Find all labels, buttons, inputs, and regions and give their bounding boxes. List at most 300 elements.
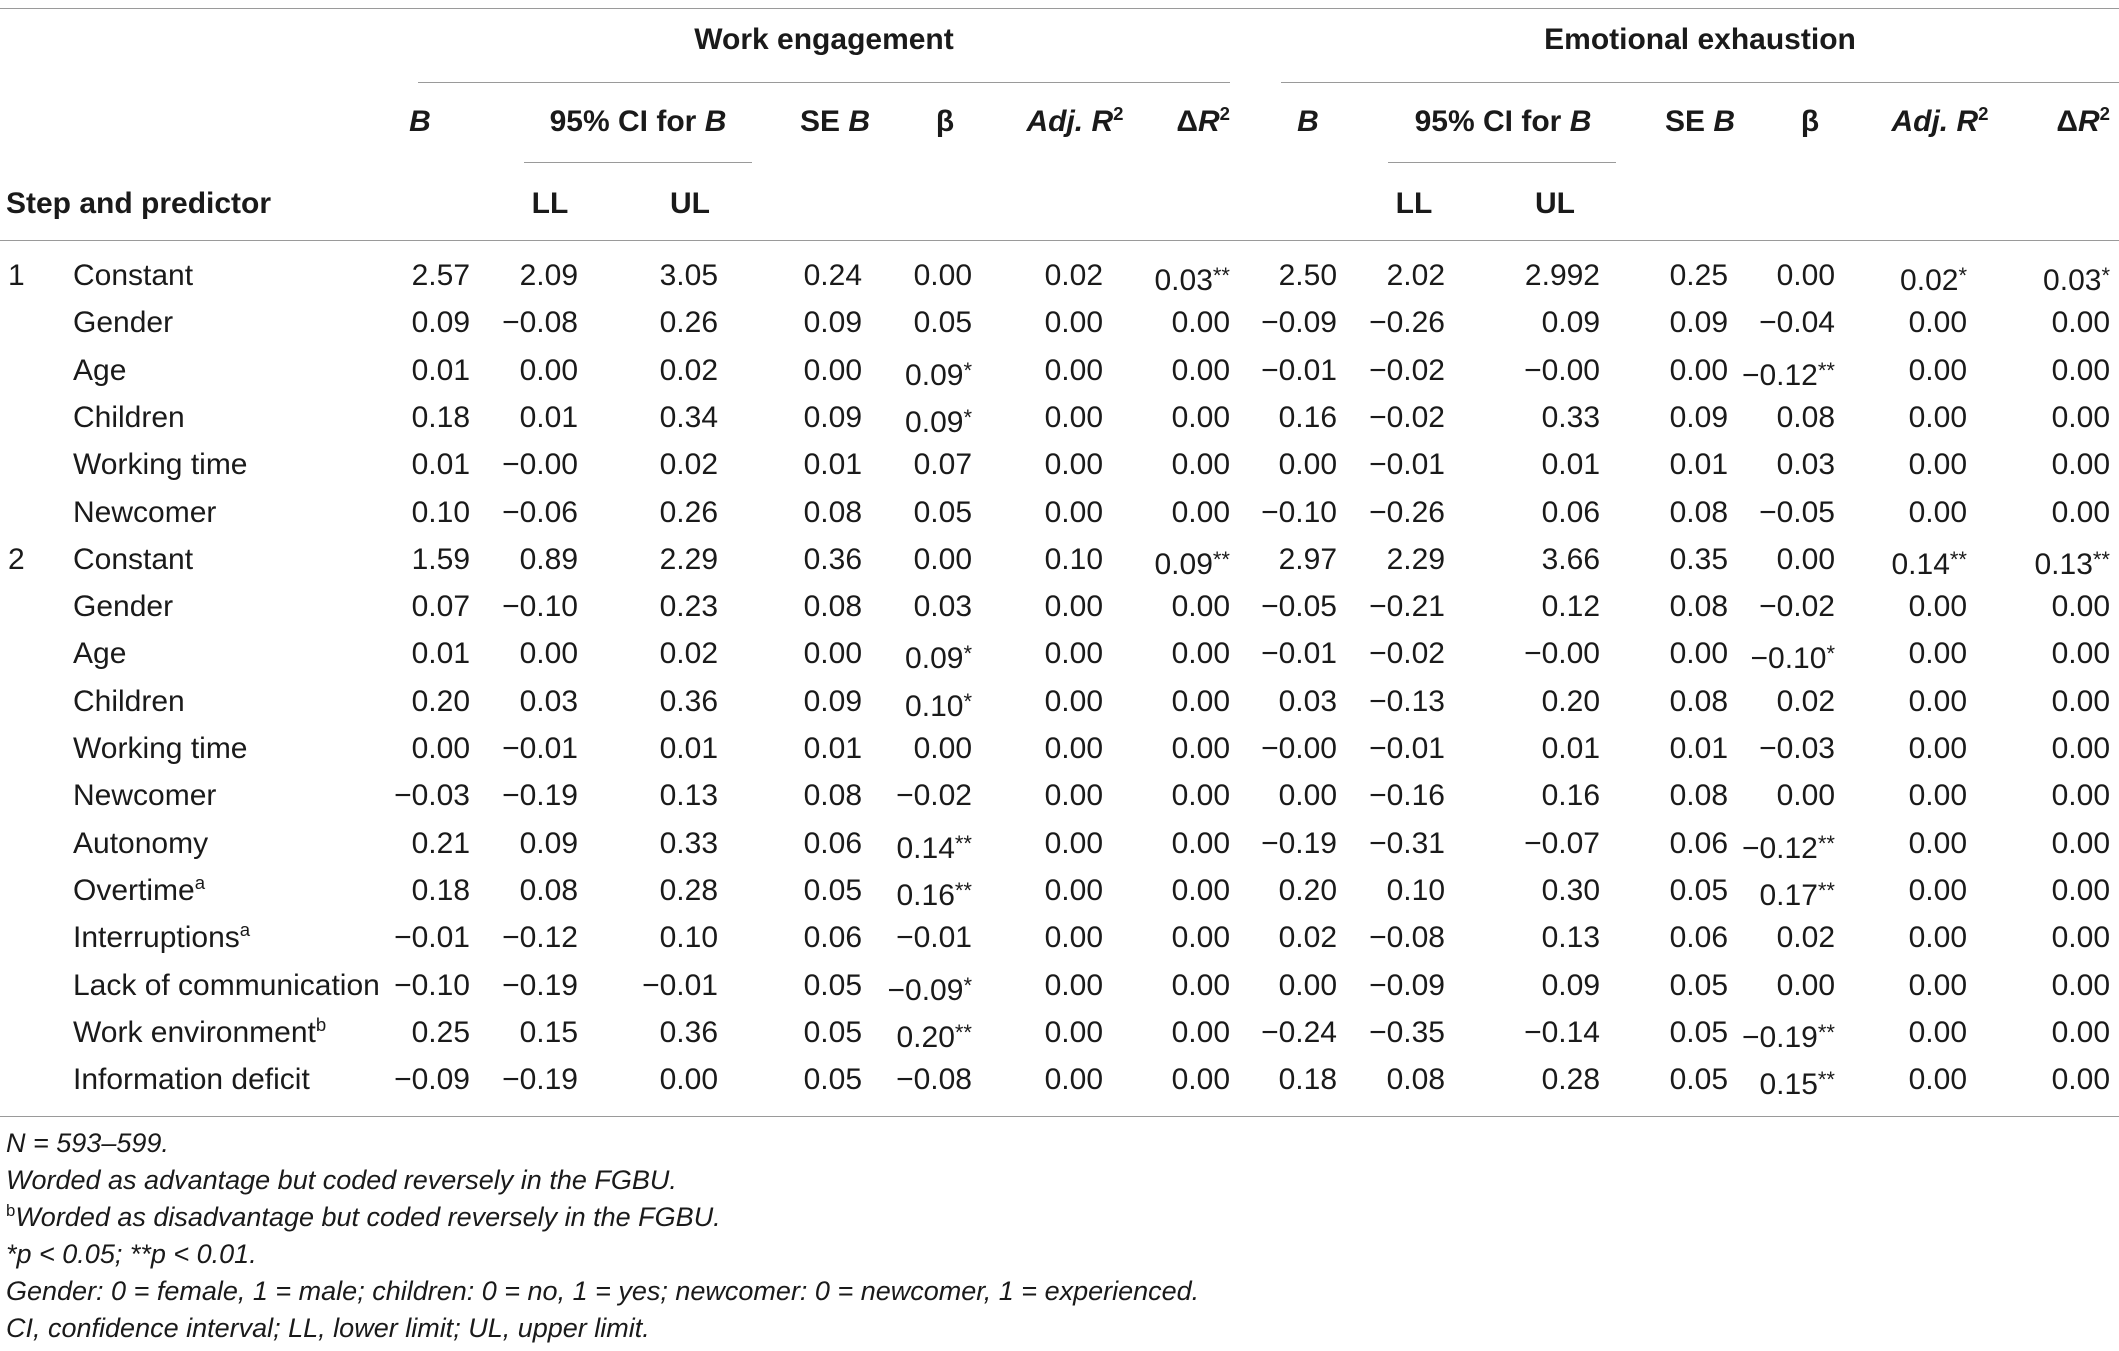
we-adj-r2-cell: 0.00 (1044, 495, 1103, 529)
we-ll-cell: 0.89 (519, 542, 578, 576)
ee-ul-cell: −0.14 (1524, 1015, 1600, 1049)
predictor-cell: Children (73, 684, 185, 718)
ee-se-b-cell: 0.00 (1669, 637, 1728, 671)
we-se-b-cell: 0.01 (803, 448, 862, 482)
ll-header: LL (531, 187, 569, 220)
ee-beta-cell: 0.08 (1776, 400, 1835, 434)
we-b-cell: 1.59 (411, 542, 470, 576)
ee-beta-cell: −0.04 (1759, 306, 1835, 340)
table-row (0, 772, 2119, 819)
we-adj-r2-cell: 0.02 (1044, 259, 1103, 292)
ee-adj-r2-cell: 0.00 (1908, 306, 1967, 340)
we-b-cell: −0.09 (394, 1063, 470, 1097)
ee-ll-cell: −0.01 (1369, 448, 1445, 482)
ee-b-cell: −0.01 (1261, 637, 1337, 671)
we-adj-r2-cell: 0.00 (1044, 1015, 1103, 1049)
note-abbreviations: CI, confidence interval; LL, lower limit; UL, upper limit. (6, 1313, 650, 1343)
predictor-cell: Newcomer (73, 495, 217, 529)
ee-delta-r2-cell: 0.00 (2051, 590, 2110, 624)
ee-b-cell: 0.18 (1278, 1063, 1337, 1097)
ee-beta-cell: −0.10* (1750, 641, 1835, 676)
we-adj-r2-cell: 0.00 (1044, 1063, 1103, 1097)
we-adj-r2-cell: 0.00 (1044, 921, 1103, 955)
top-rule (0, 8, 2119, 9)
ee-b-cell: 0.16 (1278, 400, 1337, 434)
ee-se-b-cell: 0.05 (1669, 1015, 1728, 1049)
ee-se-b-cell: 0.08 (1669, 495, 1728, 529)
ee-ll-cell: −0.16 (1369, 779, 1445, 813)
ee-se-b-cell: 0.06 (1669, 921, 1728, 955)
ee-b-cell: 0.02 (1278, 921, 1337, 955)
ee-ul-cell: 0.01 (1541, 448, 1600, 482)
ee-ll-cell: 2.02 (1386, 259, 1445, 292)
ee-adj-r2-cell: 0.00 (1908, 1063, 1967, 1097)
ee-delta-r2-cell: 0.00 (2051, 968, 2110, 1002)
ee-ul-cell: 0.28 (1541, 1063, 1600, 1097)
we-b-cell: 0.01 (411, 448, 470, 482)
predictor-cell: Working time (73, 732, 248, 765)
we-ll-cell: 0.03 (519, 684, 578, 718)
we-se-b-cell: 0.24 (803, 259, 862, 292)
ee-beta-cell: −0.19** (1741, 1019, 1835, 1054)
we-b-cell: 0.09 (411, 306, 470, 340)
we-se-b-cell: 0.05 (803, 1063, 862, 1097)
we-delta-r2-cell: 0.00 (1171, 1015, 1230, 1049)
predictor-cell: Overtime$^a$ (73, 871, 206, 907)
ee-b-cell: −0.19 (1261, 826, 1337, 860)
ll-header-ee: LL (1395, 187, 1433, 220)
table-row (0, 962, 2119, 1009)
we-se-b-cell: 0.09 (803, 400, 862, 434)
ee-se-b-cell: 0.25 (1669, 259, 1728, 292)
predictor-cell: Gender (73, 306, 174, 340)
ee-se-b-cell: 0.06 (1669, 826, 1728, 860)
we-adj-r2-cell: 0.00 (1044, 590, 1103, 624)
we-ll-cell: −0.19 (502, 779, 578, 813)
we-b-cell: −0.03 (394, 779, 470, 813)
predictor-cell: Children (73, 400, 185, 434)
we-beta-cell: 0.09* (905, 404, 972, 439)
we-ll-cell: −0.19 (502, 968, 578, 1002)
we-ul-cell: 0.00 (659, 1063, 718, 1097)
we-delta-r2-cell: 0.00 (1171, 684, 1230, 718)
ee-adj-r2-cell: 0.00 (1908, 353, 1967, 387)
col-header-adj-r2-ee: Adj. $R^2$ (1891, 103, 1989, 138)
we-adj-r2-cell: 0.00 (1044, 826, 1103, 860)
we-b-cell: −0.01 (394, 921, 470, 955)
we-ul-cell: 2.29 (659, 542, 718, 576)
ee-se-b-cell: 0.01 (1669, 732, 1728, 765)
we-beta-cell: 0.16** (896, 877, 972, 912)
ee-adj-r2-cell: 0.00 (1908, 495, 1967, 529)
col-header-se-b-ee: SE B (1664, 105, 1736, 138)
ee-ul-cell: −0.00 (1524, 353, 1600, 387)
we-se-b-cell: 0.05 (803, 873, 862, 907)
we-b-cell: 0.18 (411, 400, 470, 434)
ee-ul-cell: 3.66 (1541, 542, 1600, 576)
we-ul-cell: 0.23 (659, 590, 718, 624)
ee-ll-cell: −0.01 (1369, 732, 1445, 765)
ee-ll-cell: −0.02 (1369, 353, 1445, 387)
we-beta-cell: −0.09* (887, 972, 972, 1007)
we-ul-cell: 0.02 (659, 353, 718, 387)
table-row (0, 1056, 2119, 1103)
ee-beta-cell: −0.02 (1759, 590, 1835, 624)
ee-beta-cell: −0.03 (1759, 732, 1835, 765)
ee-ll-cell: −0.09 (1369, 968, 1445, 1002)
we-ul-cell: 0.26 (659, 495, 718, 529)
we-delta-r2-cell: 0.00 (1171, 448, 1230, 482)
ee-se-b-cell: 0.05 (1669, 1063, 1728, 1097)
ee-ll-cell: −0.08 (1369, 921, 1445, 955)
ee-ul-cell: 0.06 (1541, 495, 1600, 529)
col-header-se-b: SE B (799, 105, 871, 138)
ee-ul-cell: 0.30 (1541, 873, 1600, 907)
we-se-b-cell: 0.00 (803, 637, 862, 671)
we-delta-r2-cell: 0.00 (1171, 779, 1230, 813)
we-delta-r2-cell: 0.00 (1171, 306, 1230, 340)
ee-ll-cell: −0.02 (1369, 637, 1445, 671)
ee-ll-cell: −0.26 (1369, 495, 1445, 529)
we-se-b-cell: 0.36 (803, 542, 862, 576)
we-adj-r2-cell: 0.00 (1044, 448, 1103, 482)
ee-adj-r2-cell: 0.00 (1908, 779, 1967, 813)
ee-delta-r2-cell: 0.03* (2043, 263, 2110, 297)
col-header-delta-r2: $\Delta R^2$ (1176, 103, 1230, 138)
predictor-cell: Work environment$^b$ (73, 1013, 327, 1049)
we-se-b-cell: 0.05 (803, 1015, 862, 1049)
ee-se-b-cell: 0.09 (1669, 306, 1728, 340)
table-row (0, 867, 2119, 914)
table-row (0, 536, 2119, 583)
work-engagement-rule (418, 82, 1230, 83)
ee-se-b-cell: 0.08 (1669, 590, 1728, 624)
table-row (0, 725, 2119, 772)
we-ul-cell: −0.01 (642, 968, 718, 1002)
we-adj-r2-cell: 0.00 (1044, 637, 1103, 671)
we-beta-cell: −0.02 (896, 779, 972, 813)
we-delta-r2-cell: 0.03** (1154, 263, 1230, 297)
ee-adj-r2-cell: 0.00 (1908, 826, 1967, 860)
ee-adj-r2-cell: 0.00 (1908, 732, 1967, 765)
we-ul-cell: 0.02 (659, 448, 718, 482)
we-b-cell: 0.00 (411, 732, 470, 765)
step-cell: 1 (8, 259, 25, 292)
we-beta-cell: −0.08 (896, 1063, 972, 1097)
ee-adj-r2-cell: 0.00 (1908, 448, 1967, 482)
ee-delta-r2-cell: 0.00 (2051, 353, 2110, 387)
predictor-cell: Lack of communication (73, 968, 380, 1002)
we-se-b-cell: 0.06 (803, 826, 862, 860)
we-delta-r2-cell: 0.00 (1171, 968, 1230, 1002)
ee-delta-r2-cell: 0.13** (2034, 546, 2110, 581)
step-cell: 2 (8, 542, 25, 576)
ee-delta-r2-cell: 0.00 (2051, 732, 2110, 765)
we-beta-cell: 0.10* (905, 688, 972, 723)
predictor-cell: Gender (73, 590, 174, 624)
ee-se-b-cell: 0.35 (1669, 542, 1728, 576)
ee-se-b-cell: 0.00 (1669, 353, 1728, 387)
ee-delta-r2-cell: 0.00 (2051, 448, 2110, 482)
ee-adj-r2-cell: 0.00 (1908, 968, 1967, 1002)
ee-ll-cell: 2.29 (1386, 542, 1445, 576)
we-delta-r2-cell: 0.00 (1171, 732, 1230, 765)
we-b-cell: 0.10 (411, 495, 470, 529)
we-b-cell: −0.10 (394, 968, 470, 1002)
predictor-cell: Age (73, 637, 127, 671)
we-beta-cell: 0.07 (913, 448, 972, 482)
col-header-beta: β (935, 105, 955, 138)
ee-b-cell: 2.50 (1278, 259, 1337, 292)
ee-beta-cell: −0.12** (1741, 830, 1835, 865)
ee-delta-r2-cell: 0.00 (2051, 921, 2110, 955)
ee-adj-r2-cell: 0.02* (1900, 263, 1967, 297)
group-header-work-engagement: Work engagement (694, 23, 954, 56)
ee-b-cell: 2.97 (1278, 542, 1337, 576)
ee-delta-r2-cell: 0.00 (2051, 306, 2110, 340)
ee-ul-cell: 0.13 (1541, 921, 1600, 955)
we-beta-cell: 0.00 (913, 542, 972, 576)
ee-delta-r2-cell: 0.00 (2051, 684, 2110, 718)
ee-se-b-cell: 0.08 (1669, 779, 1728, 813)
we-delta-r2-cell: 0.00 (1171, 873, 1230, 907)
ee-b-cell: −0.01 (1261, 353, 1337, 387)
we-se-b-cell: 0.09 (803, 306, 862, 340)
we-b-cell: 0.20 (411, 684, 470, 718)
ee-delta-r2-cell: 0.00 (2051, 873, 2110, 907)
we-se-b-cell: 0.08 (803, 779, 862, 813)
ee-delta-r2-cell: 0.00 (2051, 637, 2110, 671)
ee-ll-cell: 0.08 (1386, 1063, 1445, 1097)
we-b-cell: 0.01 (411, 353, 470, 387)
we-adj-r2-cell: 0.00 (1044, 400, 1103, 434)
ee-ul-cell: −0.00 (1524, 637, 1600, 671)
ee-ul-cell: 0.33 (1541, 400, 1600, 434)
we-adj-r2-cell: 0.00 (1044, 873, 1103, 907)
ee-adj-r2-cell: 0.00 (1908, 590, 1967, 624)
ul-header: UL (670, 187, 710, 220)
ee-beta-cell: 0.02 (1776, 921, 1835, 955)
ee-ul-cell: 0.09 (1541, 968, 1600, 1002)
table-row (0, 299, 2119, 346)
we-adj-r2-cell: 0.00 (1044, 306, 1103, 340)
note-p: *p < 0.05; **p < 0.01. (6, 1239, 257, 1269)
ee-delta-r2-cell: 0.00 (2051, 826, 2110, 860)
ee-b-cell: 0.20 (1278, 873, 1337, 907)
ee-b-cell: 0.00 (1278, 779, 1337, 813)
we-se-b-cell: 0.05 (803, 968, 862, 1002)
we-ul-cell: 0.10 (659, 921, 718, 955)
we-ll-cell: 0.09 (519, 826, 578, 860)
ee-delta-r2-cell: 0.00 (2051, 1063, 2110, 1097)
we-adj-r2-cell: 0.00 (1044, 732, 1103, 765)
ee-ul-cell: 2.992 (1524, 259, 1600, 292)
we-beta-cell: 0.00 (913, 259, 972, 292)
ee-ll-cell: −0.26 (1369, 306, 1445, 340)
we-se-b-cell: 0.00 (803, 353, 862, 387)
predictor-cell: Interruptions$^a$ (73, 919, 251, 955)
table-row (0, 1009, 2119, 1056)
ee-beta-cell: −0.12** (1741, 357, 1835, 392)
col-header-beta-ee: β (1800, 105, 1820, 138)
ee-beta-cell: 0.15** (1759, 1067, 1835, 1102)
step-predictor-header: Step and predictor (6, 187, 272, 220)
ee-beta-cell: 0.00 (1776, 968, 1835, 1002)
table-row (0, 394, 2119, 441)
we-beta-cell: 0.00 (913, 732, 972, 765)
we-ul-cell: 0.34 (659, 400, 718, 434)
we-ll-cell: −0.19 (502, 1063, 578, 1097)
ee-adj-r2-cell: 0.00 (1908, 1015, 1967, 1049)
ee-ul-cell: 0.12 (1541, 590, 1600, 624)
ee-b-cell: 0.00 (1278, 448, 1337, 482)
ee-ll-cell: 0.10 (1386, 873, 1445, 907)
table-row (0, 820, 2119, 867)
ee-se-b-cell: 0.09 (1669, 400, 1728, 434)
ee-b-cell: 0.03 (1278, 684, 1337, 718)
we-ll-cell: −0.10 (502, 590, 578, 624)
table-row (0, 347, 2119, 394)
ee-beta-cell: −0.05 (1759, 495, 1835, 529)
we-se-b-cell: 0.08 (803, 590, 862, 624)
table-row (0, 583, 2119, 630)
we-b-cell: 0.18 (411, 873, 470, 907)
note-n: N = 593–599. (6, 1128, 169, 1158)
we-b-cell: 2.57 (411, 259, 470, 292)
ee-ll-cell: −0.21 (1369, 590, 1445, 624)
col-header-b-ee: B (1297, 105, 1319, 138)
ee-se-b-cell: 0.05 (1669, 873, 1728, 907)
we-delta-r2-cell: 0.00 (1171, 637, 1230, 671)
we-delta-r2-cell: 0.00 (1171, 921, 1230, 955)
we-ll-cell: −0.08 (502, 306, 578, 340)
table-row (0, 441, 2119, 488)
predictor-cell: Age (73, 353, 127, 387)
ee-b-cell: 0.00 (1278, 968, 1337, 1002)
we-b-cell: 0.01 (411, 637, 470, 671)
predictor-cell: Information deficit (73, 1063, 310, 1097)
col-header-b: B (409, 105, 431, 138)
we-ll-cell: −0.01 (502, 732, 578, 765)
table-row (0, 678, 2119, 725)
col-header-adj-r2: Adj. $R^2$ (1026, 103, 1124, 138)
we-se-b-cell: 0.01 (803, 732, 862, 765)
we-se-b-cell: 0.08 (803, 495, 862, 529)
we-ll-cell: −0.00 (502, 448, 578, 482)
we-ll-cell: 0.00 (519, 637, 578, 671)
ul-header-ee: UL (1535, 187, 1575, 220)
we-beta-cell: 0.09* (905, 641, 972, 676)
we-ci-rule (524, 162, 752, 163)
ee-adj-r2-cell: 0.00 (1908, 684, 1967, 718)
we-beta-cell: 0.05 (913, 495, 972, 529)
ee-ul-cell: 0.01 (1541, 732, 1600, 765)
group-header-emotional-exhaustion: Emotional exhaustion (1544, 23, 1856, 56)
we-delta-r2-cell: 0.00 (1171, 590, 1230, 624)
we-b-cell: 0.07 (411, 590, 470, 624)
ee-ul-cell: 0.20 (1541, 684, 1600, 718)
ee-delta-r2-cell: 0.00 (2051, 1015, 2110, 1049)
ee-se-b-cell: 0.01 (1669, 448, 1728, 482)
we-delta-r2-cell: 0.09** (1154, 546, 1230, 581)
we-adj-r2-cell: 0.00 (1044, 684, 1103, 718)
we-ul-cell: 3.05 (659, 259, 718, 292)
we-ll-cell: 0.00 (519, 353, 578, 387)
ee-ul-cell: 0.09 (1541, 306, 1600, 340)
we-adj-r2-cell: 0.00 (1044, 353, 1103, 387)
we-ul-cell: 0.28 (659, 873, 718, 907)
ee-beta-cell: 0.00 (1776, 779, 1835, 813)
ee-b-cell: −0.05 (1261, 590, 1337, 624)
we-b-cell: 0.25 (411, 1015, 470, 1049)
emotional-exhaustion-rule (1281, 82, 2119, 83)
table-row (0, 252, 2119, 299)
col-header-delta-r2-ee: $\Delta R^2$ (2056, 103, 2110, 138)
ee-b-cell: −0.00 (1261, 732, 1337, 765)
predictor-cell: Autonomy (73, 826, 209, 860)
ee-adj-r2-cell: 0.00 (1908, 921, 1967, 955)
we-ul-cell: 0.02 (659, 637, 718, 671)
col-header-ci: 95% CI for B (549, 105, 727, 138)
ee-ll-cell: −0.35 (1369, 1015, 1445, 1049)
we-delta-r2-cell: 0.00 (1171, 826, 1230, 860)
ee-beta-cell: 0.02 (1776, 684, 1835, 718)
ee-delta-r2-cell: 0.00 (2051, 400, 2110, 434)
we-delta-r2-cell: 0.00 (1171, 353, 1230, 387)
ee-adj-r2-cell: 0.14** (1891, 546, 1967, 581)
ee-b-cell: −0.10 (1261, 495, 1337, 529)
we-beta-cell: 0.14** (896, 830, 972, 865)
predictor-cell: Constant (73, 542, 194, 576)
ee-delta-r2-cell: 0.00 (2051, 779, 2110, 813)
we-delta-r2-cell: 0.00 (1171, 495, 1230, 529)
col-header-ci-ee: 95% CI for B (1414, 105, 1592, 138)
we-ul-cell: 0.36 (659, 684, 718, 718)
ee-se-b-cell: 0.08 (1669, 684, 1728, 718)
ee-b-cell: −0.24 (1261, 1015, 1337, 1049)
we-ll-cell: 0.01 (519, 400, 578, 434)
table-row (0, 914, 2119, 961)
we-adj-r2-cell: 0.00 (1044, 779, 1103, 813)
ee-adj-r2-cell: 0.00 (1908, 637, 1967, 671)
we-ul-cell: 0.26 (659, 306, 718, 340)
we-adj-r2-cell: 0.10 (1044, 542, 1103, 576)
header-bottom-rule (0, 240, 2119, 241)
predictor-cell: Constant (73, 259, 194, 292)
predictor-cell: Working time (73, 448, 248, 482)
we-ll-cell: 2.09 (519, 259, 578, 292)
ee-ll-cell: −0.13 (1369, 684, 1445, 718)
we-beta-cell: 0.09* (905, 357, 972, 392)
we-beta-cell: 0.03 (913, 590, 972, 624)
ee-ul-cell: 0.16 (1541, 779, 1600, 813)
ee-ll-cell: −0.02 (1369, 400, 1445, 434)
ee-ci-rule (1388, 162, 1616, 163)
we-ul-cell: 0.33 (659, 826, 718, 860)
predictor-cell: Newcomer (73, 779, 217, 813)
table-row (0, 489, 2119, 536)
ee-ll-cell: −0.31 (1369, 826, 1445, 860)
we-adj-r2-cell: 0.00 (1044, 968, 1103, 1002)
table-bottom-rule (0, 1116, 2119, 1117)
we-ll-cell: −0.12 (502, 921, 578, 955)
we-delta-r2-cell: 0.00 (1171, 1063, 1230, 1097)
we-ul-cell: 0.36 (659, 1015, 718, 1049)
note-a: Worded as advantage but coded reversely in the FGBU. (6, 1165, 677, 1195)
ee-adj-r2-cell: 0.00 (1908, 873, 1967, 907)
ee-beta-cell: 0.00 (1776, 259, 1835, 292)
ee-b-cell: −0.09 (1261, 306, 1337, 340)
